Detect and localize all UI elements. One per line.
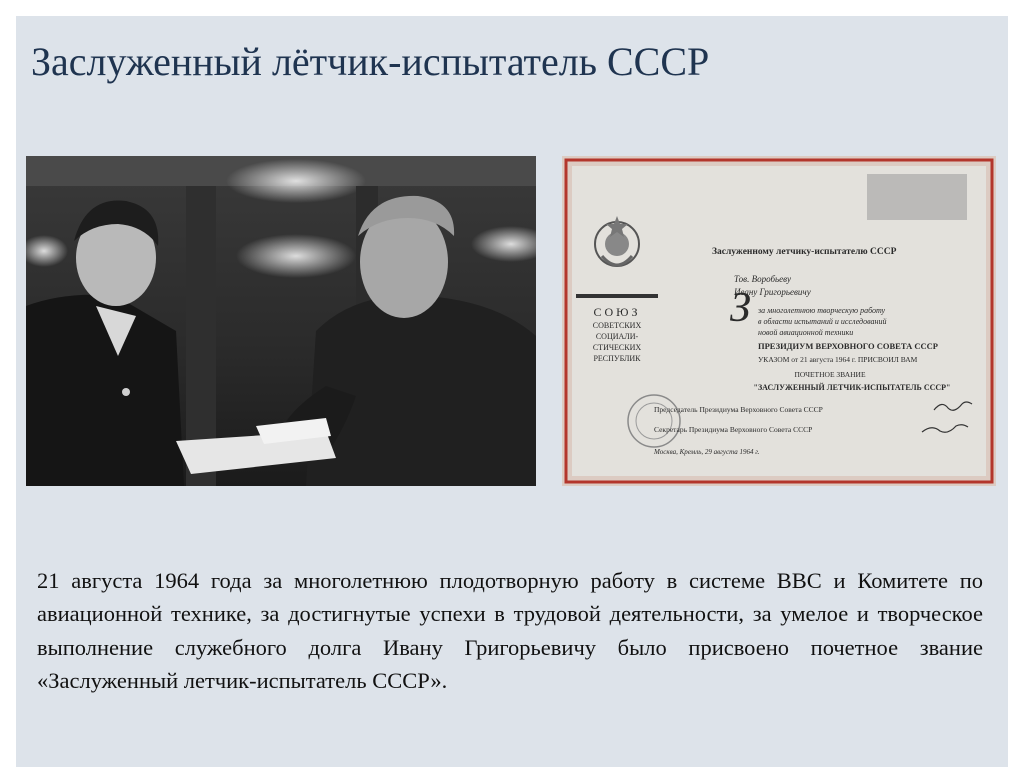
- cert-recipient-heading: Заслуженному летчику-испытателю СССР: [712, 247, 897, 257]
- cert-reason-3: новой авиационной техники: [758, 328, 854, 337]
- typed-stamp: [867, 174, 967, 220]
- state-name-line-3: СОЦИАЛИ-: [595, 332, 639, 341]
- cert-honorary-title: "ЗАСЛУЖЕННЫЙ ЛЕТЧИК-ИСПЫТАТЕЛЬ СССР": [753, 383, 951, 392]
- award-certificate: [562, 156, 996, 486]
- cert-chairman: Председатель Президиума Верховного Совета СССР: [654, 405, 823, 414]
- cert-reason-1: за многолетнюю творческую работу: [758, 306, 886, 315]
- cert-reason-2: в области испытаний и исследований: [758, 317, 887, 326]
- cert-name-line-1: Тов. Воробьеву: [734, 274, 791, 284]
- state-name-line-2: СОВЕТСКИХ: [592, 321, 642, 330]
- award-ceremony-photo: [26, 156, 536, 486]
- cert-secretary: Секретарь Президиума Верховного Совета СССР: [654, 425, 813, 434]
- slide-title: Заслуженный лётчик-испытатель СССР: [31, 39, 710, 84]
- certificate-illustration: [562, 156, 996, 486]
- slide: [16, 16, 1008, 767]
- cert-presidium: ПРЕЗИДИУМ ВЕРХОВНОГО СОВЕТА СССР: [758, 341, 938, 351]
- cert-decree: УКАЗОМ от 21 августа 1964 г. ПРИСВОИЛ ВАМ: [758, 355, 918, 364]
- state-name-line-5: РЕСПУБЛИК: [593, 354, 641, 363]
- award-description: 21 августа 1964 года за многолетнюю плодотворную работу в системе ВВС и Комитете по авиационной технике, за достигнутые успехи в трудовой деятельности, за умелое и творческое выполнение служебного долга Ивану Григорьевичу было присвоено почетное звание «Заслуженный летчик-испытатель СССР».: [37, 568, 983, 693]
- cert-name-line-2: Ивану Григорьевичу: [734, 287, 811, 297]
- cert-title-label: ПОЧЕТНОЕ ЗВАНИЕ: [794, 370, 866, 379]
- state-name-line-4: СТИЧЕСКИХ: [592, 343, 642, 352]
- photo-illustration: [26, 156, 536, 486]
- cert-place-date: Москва, Кремль, 29 августа 1964 г.: [654, 448, 760, 456]
- svg-text:З: З: [730, 285, 751, 331]
- chandelier-top: [226, 159, 366, 203]
- state-name-block: [593, 305, 642, 363]
- state-name-line-1: СОЮЗ: [593, 305, 641, 319]
- chandelier-middle: [236, 234, 356, 278]
